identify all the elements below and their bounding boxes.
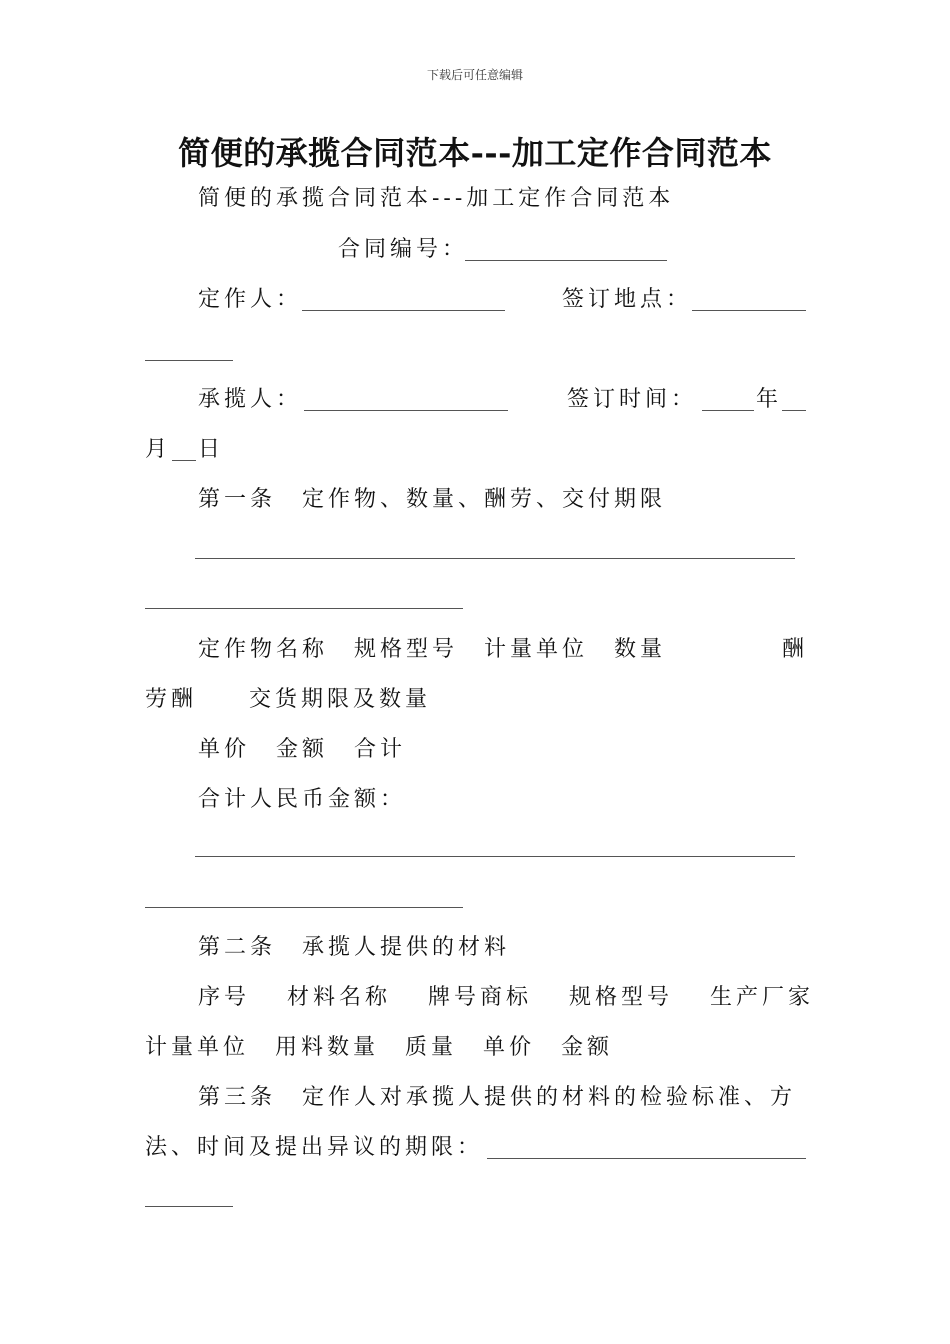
sign-place-blank-cont[interactable] (145, 360, 233, 361)
orderer-blank[interactable] (302, 310, 505, 311)
article1-total-label: 合计人民币金额： (198, 787, 407, 812)
sign-place-blank[interactable] (692, 310, 806, 311)
article1-blank-1[interactable] (195, 558, 795, 559)
day-blank[interactable] (172, 460, 196, 461)
article1-columns-a-end: 酬 (782, 637, 809, 662)
orderer-label: 定作人： (198, 287, 303, 312)
article3-line1: 第三条 定作人对承揽人提供的材料的检验标准、方 (198, 1085, 797, 1110)
article3-blank-1[interactable] (487, 1158, 806, 1159)
contractor-label: 承揽人： (198, 387, 303, 412)
sign-place-label: 签订地点： (562, 287, 693, 312)
year-label: 年 (756, 387, 783, 412)
subtitle: 简便的承揽合同范本---加工定作合同范本 (198, 186, 675, 211)
document-title: 简便的承揽合同范本---加工定作合同范本 (178, 134, 772, 172)
contract-no-label: 合同编号： (338, 237, 469, 262)
article1-columns-a: 定作物名称 规格型号 计量单位 数量 (198, 637, 667, 662)
contractor-blank[interactable] (304, 410, 508, 411)
article3-line2: 法、时间及提出异议的期限： (145, 1135, 484, 1160)
article2-columns-a: 序号 材料名称 牌号商标 规格型号 生产厂家 (198, 985, 814, 1010)
month-blank[interactable] (782, 410, 806, 411)
article1-total-blank-1[interactable] (195, 856, 795, 857)
article2-heading: 第二条 承揽人提供的材料 (198, 935, 511, 960)
article1-columns-c: 单价 金额 合计 (198, 737, 407, 762)
header-note: 下载后可任意编辑 (426, 68, 523, 82)
article3-blank-2[interactable] (145, 1206, 233, 1207)
day-label: 日 (198, 437, 225, 462)
article1-heading: 第一条 定作物、数量、酬劳、交付期限 (198, 487, 667, 512)
year-blank[interactable] (702, 410, 754, 411)
article1-total-blank-2[interactable] (145, 907, 463, 908)
month-label: 月 (145, 437, 172, 462)
article2-columns-b: 计量单位 用料数量 质量 单价 金额 (145, 1035, 614, 1060)
sign-time-label: 签订时间： (567, 387, 698, 412)
article1-blank-2[interactable] (145, 608, 463, 609)
contract-no-blank[interactable] (465, 260, 667, 261)
article1-columns-b: 劳酬 交货期限及数量 (145, 687, 432, 712)
